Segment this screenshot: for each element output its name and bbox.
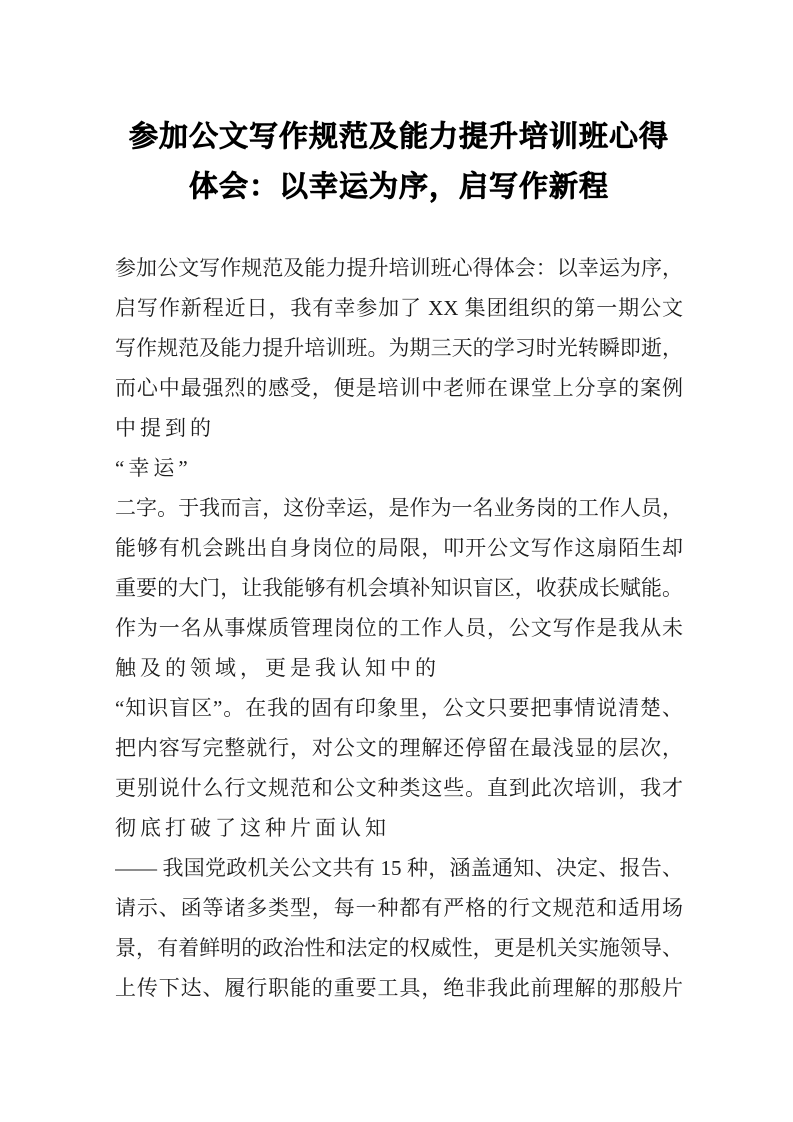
body-text-line: 上传下达、履行职能的重要工具，绝非我此前理解的那般片	[115, 976, 683, 1000]
body-text-line: 景，有着鲜明的政治性和法定的权威性，更是机关实施领导、	[115, 936, 683, 960]
body-text-line: 参加公文写作规范及能力提升培训班心得体会：以幸运为序，	[115, 256, 683, 280]
body-text-line: 启写作新程近日，我有幸参加了 XX 集团组织的第一期公文	[115, 296, 683, 320]
body-text-line: “知识盲区”。在我的固有印象里，公文只要把事情说清楚、	[115, 696, 683, 720]
body-text-line: —— 我国党政机关公文共有 15 种，涵盖通知、决定、报告、	[115, 856, 683, 880]
body-text-line: 把内容写完整就行，对公文的理解还停留在最浅显的层次，	[115, 736, 683, 760]
body-text-line: 而心中最强烈的感受，便是培训中老师在课堂上分享的案例	[115, 376, 683, 400]
body-text-line: 更别说什么行文规范和公文种类这些。直到此次培训，我才	[115, 776, 683, 800]
body-text-line: 中提到的	[115, 416, 215, 440]
document-title-line-1: 参加公文写作规范及能力提升培训班心得	[128, 121, 669, 153]
document-title-line-2: 体会：以幸运为序，启写作新程	[188, 171, 609, 203]
body-text-line: 重要的大门，让我能够有机会填补知识盲区，收获成长赋能。	[115, 576, 683, 600]
document-title	[115, 112, 683, 212]
body-text-line: 二字。于我而言，这份幸运，是作为一名业务岗的工作人员，	[115, 496, 683, 520]
body-text-line: 能够有机会跳出自身岗位的局限，叩开公文写作这扇陌生却	[115, 536, 683, 560]
body-text-line: “幸运”	[115, 456, 192, 480]
body-text-line: 请示、函等诸多类型，每一种都有严格的行文规范和适用场	[115, 896, 683, 920]
document-body	[115, 248, 683, 1008]
body-text-line: 写作规范及能力提升培训班。为期三天的学习时光转瞬即逝，	[115, 336, 683, 360]
body-text-line: 触及的领域，更是我认知中的	[115, 656, 440, 680]
body-text-line: 彻底打破了这种片面认知	[115, 816, 390, 840]
body-text-line: 作为一名从事煤质管理岗位的工作人员，公文写作是我从未	[115, 616, 683, 640]
